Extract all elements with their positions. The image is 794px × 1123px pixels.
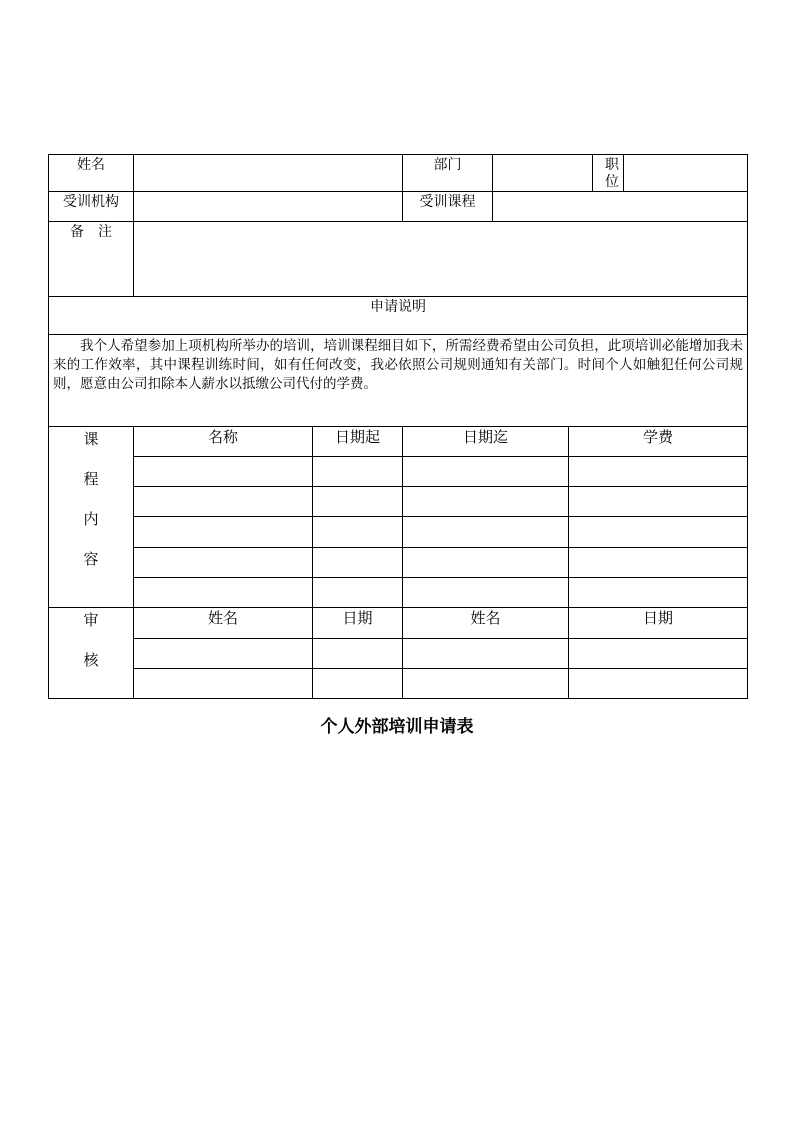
review-label-char: 核	[83, 651, 99, 669]
review-header-name-1: 姓名	[134, 608, 313, 639]
position-label: 职位	[593, 155, 624, 192]
course-fee-cell[interactable]	[569, 548, 748, 578]
application-statement: 我个人希望参加上项机构所举办的培训，培训课程细目如下，所需经费希望由公司负担，此项培训必能增加我未来的工作效率，其中课程训练时间，如有任何改变，我必依照公司规则通知有关部门。时间个人如触犯任何公司规则，愿意由公司扣除本人薪水以抵缴公司代付的学费。	[49, 335, 748, 427]
course-header-row	[49, 427, 748, 457]
course-row	[49, 548, 748, 578]
review-name-cell[interactable]	[134, 639, 313, 669]
review-label	[49, 608, 134, 699]
remarks-field[interactable]	[134, 222, 748, 297]
department-field[interactable]	[493, 155, 593, 192]
course-fee-cell[interactable]	[569, 517, 748, 548]
course-row	[49, 457, 748, 487]
review-row	[49, 669, 748, 699]
course-name-cell[interactable]	[134, 548, 313, 578]
course-end-cell[interactable]	[403, 548, 569, 578]
department-label: 部门	[403, 155, 493, 192]
review-date-cell[interactable]	[569, 669, 748, 699]
course-start-cell[interactable]	[313, 517, 403, 548]
remarks-label: 备 注	[49, 222, 134, 297]
course-label-char: 容	[83, 550, 99, 568]
review-name-cell[interactable]	[403, 639, 569, 669]
review-header-date-2: 日期	[569, 608, 748, 639]
course-fee-cell[interactable]	[569, 578, 748, 608]
course-header-start-date: 日期起	[313, 427, 403, 457]
review-row	[49, 639, 748, 669]
review-header-date-1: 日期	[313, 608, 403, 639]
course-end-cell[interactable]	[403, 578, 569, 608]
course-label-char: 内	[83, 510, 99, 528]
review-header-name-2: 姓名	[403, 608, 569, 639]
course-content-label	[49, 427, 134, 608]
review-label-char: 审	[83, 611, 99, 629]
course-name-cell[interactable]	[134, 517, 313, 548]
course-end-cell[interactable]	[403, 487, 569, 517]
course-header-fee: 学费	[569, 427, 748, 457]
course-name-cell[interactable]	[134, 457, 313, 487]
row-remarks	[49, 222, 748, 297]
training-application-form	[48, 154, 748, 699]
course-label-char: 课	[83, 430, 99, 448]
review-date-cell[interactable]	[313, 669, 403, 699]
course-start-cell[interactable]	[313, 487, 403, 517]
institution-field[interactable]	[134, 192, 403, 222]
course-label-char: 程	[83, 470, 99, 488]
review-date-cell[interactable]	[569, 639, 748, 669]
position-field[interactable]	[624, 155, 748, 192]
name-label: 姓名	[49, 155, 134, 192]
row-institution	[49, 192, 748, 222]
review-date-cell[interactable]	[313, 639, 403, 669]
row-name	[49, 155, 748, 192]
course-field[interactable]	[493, 192, 748, 222]
course-start-cell[interactable]	[313, 578, 403, 608]
institution-label: 受训机构	[49, 192, 134, 222]
review-name-cell[interactable]	[403, 669, 569, 699]
course-name-cell[interactable]	[134, 487, 313, 517]
course-label: 受训课程	[403, 192, 493, 222]
name-field[interactable]	[134, 155, 403, 192]
row-statement	[49, 335, 748, 427]
application-heading: 申请说明	[49, 297, 748, 335]
course-header-end-date: 日期迄	[403, 427, 569, 457]
course-name-cell[interactable]	[134, 578, 313, 608]
course-end-cell[interactable]	[403, 517, 569, 548]
course-row	[49, 578, 748, 608]
review-header-row	[49, 608, 748, 639]
row-application-heading	[49, 297, 748, 335]
course-fee-cell[interactable]	[569, 487, 748, 517]
course-start-cell[interactable]	[313, 548, 403, 578]
course-row	[49, 517, 748, 548]
course-row	[49, 487, 748, 517]
course-fee-cell[interactable]	[569, 457, 748, 487]
course-start-cell[interactable]	[313, 457, 403, 487]
form-title: 个人外部培训申请表	[320, 717, 474, 737]
course-end-cell[interactable]	[403, 457, 569, 487]
review-name-cell[interactable]	[134, 669, 313, 699]
course-header-name: 名称	[134, 427, 313, 457]
